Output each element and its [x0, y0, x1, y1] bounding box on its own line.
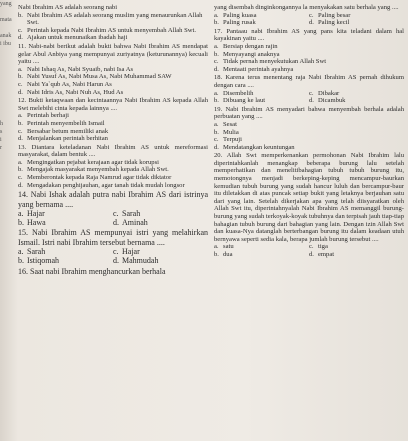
option-letter: a. — [214, 42, 219, 50]
option-letter: c. — [113, 247, 119, 257]
question-stem: 19. Nabi Ibrahim AS menyadari bahwa menyembah berhala adalah perbuatan yang .... — [214, 105, 404, 121]
edge-fragment: h — [0, 121, 3, 127]
option-letter: d. — [309, 19, 314, 27]
option-letter: c. — [18, 127, 23, 135]
answer-option — [214, 58, 404, 66]
question-stem: 11. Nabi-nabi berikut adalah bukti bahwa Nabi Ibrahim AS mendapat gelar Abul Anbiya yang mempunyai zuriyatnya (keturunannya) kecuali yaitu .... — [18, 42, 208, 66]
answer-option — [18, 120, 208, 128]
option-letter: c. — [18, 26, 23, 34]
edge-fragment: anak — [0, 33, 12, 39]
answer-options-grid — [18, 209, 208, 228]
option-letter: b. — [18, 119, 23, 127]
option-letter: d. — [309, 97, 314, 105]
question-stem: 16. Saat nabi Ibrahim menghancurkan berhala — [18, 266, 166, 276]
question-stem: 17. Pantaau nabi Ibrahim AS yang pans kita teladani dalam hal kayakinan yaitu .... — [214, 27, 404, 43]
answer-option — [214, 12, 309, 20]
option-letter: a. — [214, 11, 219, 19]
option-letter: b. — [214, 251, 219, 258]
option-text: Disembelih — [223, 89, 254, 97]
answer-option — [113, 256, 208, 265]
edge-fragment — [0, 24, 16, 32]
answer-option — [214, 97, 309, 105]
page-edge-fragments — [0, 0, 16, 441]
option-text: Nabi Yusuf As, Nabi Musa As, Nabi Muhammad SAW — [27, 73, 172, 81]
answer-options-grid — [214, 12, 404, 27]
option-letter: d. — [113, 256, 119, 266]
option-text: Nabi Idris As, Nabi Nuh As, Hud As — [27, 88, 124, 96]
option-text: Hajar — [27, 208, 45, 218]
option-text: Istiqomah — [27, 256, 59, 266]
answer-option — [214, 121, 404, 129]
edge-fragment: yang — [0, 1, 12, 7]
edge-fragment — [0, 56, 16, 64]
edge-fragment — [0, 64, 16, 72]
answer-options-grid — [214, 90, 404, 105]
edge-fragment: i ibu — [0, 41, 11, 47]
answer-option — [309, 243, 404, 251]
edge-fragment — [0, 112, 16, 120]
question-item — [18, 228, 208, 265]
option-text: Nabi Ya`qub As, Nabi Harun As — [27, 80, 112, 88]
option-text: Tidak pernah menyekutukan Allah Swt — [223, 58, 327, 66]
answer-option — [18, 135, 208, 143]
option-letter: d. — [18, 88, 23, 96]
option-text: Memberontak kepada Raja Namrud agar tidak diktator — [27, 174, 172, 182]
option-text: Paling besar — [318, 11, 351, 19]
option-text: Terpuji — [223, 136, 242, 144]
question-item — [18, 267, 208, 276]
answer-option — [18, 218, 113, 227]
answer-options-grid — [18, 247, 208, 266]
option-letter: b. — [18, 166, 23, 174]
question-stem: 13. Diantara keteladanan Nabi Ibrahim AS untuk mereformasi masyarakat, dalam bentuk .... — [18, 143, 208, 159]
option-text: Mengadakan penghijauhan, agar tanah tidak mudah longsor — [27, 181, 185, 189]
option-letter: d. — [214, 65, 219, 73]
edge-fragment: mata — [0, 17, 12, 23]
option-text: Ajakan untuk menunaikan ibadah haji — [27, 34, 128, 42]
option-letter: c. — [113, 208, 119, 218]
answer-option — [18, 174, 208, 182]
answer-option — [214, 144, 404, 152]
option-letter: c. — [18, 174, 23, 182]
option-text: Dicambuk — [318, 97, 346, 105]
answer-option — [18, 159, 208, 167]
answer-option — [214, 19, 309, 27]
option-letter: d. — [309, 251, 314, 258]
answer-option — [18, 66, 208, 74]
question-item — [18, 190, 208, 227]
option-text: Mulia — [223, 128, 239, 136]
question-stem: 12. Bukti ketaqwaan dan kecintaannya Nabi Ibrahim AS kepada Allah Swt melebihi cinta kepada lainnya .... — [18, 97, 208, 112]
option-text: Aminah — [122, 218, 148, 228]
question-item — [18, 97, 208, 143]
option-text: empat — [318, 251, 335, 258]
question-group — [18, 4, 208, 189]
option-letter: c. — [309, 11, 314, 19]
option-text: Nabi Ishaq As, Nabi Syuaib, nabi Isa As — [27, 65, 134, 73]
answer-option — [18, 128, 208, 136]
option-text: Hawa — [27, 218, 46, 228]
option-letter: a. — [18, 112, 23, 120]
option-text: Perintah menyembelih Ismail — [27, 119, 105, 127]
option-letter: a. — [18, 208, 24, 218]
option-letter: b. — [18, 218, 24, 228]
option-letter: b. — [214, 97, 219, 105]
answer-option — [113, 209, 208, 218]
answer-option — [18, 256, 113, 265]
answer-option — [214, 251, 309, 259]
option-letter: b. — [18, 11, 23, 19]
answer-option — [309, 90, 404, 98]
option-text: Dibakar — [318, 89, 340, 97]
option-letter: c. — [214, 58, 219, 66]
option-letter: d. — [18, 181, 23, 189]
answer-option — [18, 27, 208, 35]
option-text: Hajar — [122, 247, 140, 257]
question-stem: yang disembah dinginkongannya la menyakakan satu berhala yang .... — [214, 4, 399, 11]
question-item — [18, 144, 208, 190]
option-text: Bersiap dengan rajin — [223, 42, 278, 50]
edge-fragment — [0, 80, 16, 88]
left-column — [18, 4, 208, 277]
option-text: Mahmudah — [122, 256, 159, 266]
option-text: Bersabar betum memiliki anak — [27, 127, 109, 135]
edge-fragment — [0, 96, 16, 104]
question-stem: Nabi Ibrahim AS adalah seorang nabi — [18, 4, 118, 11]
answer-option — [214, 51, 404, 59]
answer-option — [18, 34, 208, 42]
option-text: Sarah — [122, 208, 141, 218]
answer-option — [309, 251, 404, 259]
answer-option — [309, 97, 404, 105]
option-letter: a. — [214, 89, 219, 97]
option-text: Mengingatkan pejabat kerajaan agar tidak korupsi — [27, 158, 160, 166]
question-item — [214, 28, 404, 74]
question-item — [18, 43, 208, 96]
edge-fragment — [0, 88, 16, 96]
answer-option — [18, 166, 208, 174]
question-stem: 14. Nabi Ishak adalah putra nabi Ibrahim AS dari istrinya yang bernama .... — [18, 190, 208, 209]
answer-options-grid — [214, 243, 404, 258]
option-text: Perintah berhaji — [27, 112, 69, 120]
option-letter: a. — [214, 120, 219, 128]
question-item — [214, 74, 404, 104]
option-letter: b. — [18, 256, 24, 266]
answer-option — [18, 247, 113, 256]
option-letter: b. — [214, 19, 219, 27]
edge-fragment: i — [0, 137, 2, 143]
option-text: Paling kuasa — [223, 11, 257, 19]
answer-option — [214, 66, 404, 74]
option-letter: c. — [18, 80, 23, 88]
edge-fragment — [0, 72, 16, 80]
answer-option — [18, 112, 208, 120]
option-letter: c. — [309, 89, 314, 97]
option-text: dua — [223, 251, 233, 258]
question-item — [214, 4, 404, 27]
question-stem: 20. Allah Swt memperkenankan permohonan Nabi Ibrahim lalu diperintahkanlah menangkap beberapa burung lalu setelah memperhatikan dan menelitibahagian tubuh tubuh burung itu, memotongnya menjadi berkeping-keping mencampur-baurkan kemudian tubuh burung yang sudah hancur luluh dan bercampur-baur itu diletakkan di atas puncak setiap bukit yang letaknya berjauhan satu dari yang lain. Setelah dikerjakan apa yang telah diisyaratkan oleh Allah Swt itu, diperintahnyalah Nabi Ibrahim AS memanggil burung-burung yang sudah terkoyak-koyak tubuhnya dan terpisah jauh tiap-tiap bahagian tubuh burung dari bahagian yang lain. Dengan izin Allah Swt dan kuasa-Nya datanglah berterbangan burung itu dalam keadaan utuh bernyawa seperti sedia kala, berapa jumlah burung tersebut .... — [214, 152, 404, 243]
option-text: tiga — [318, 243, 328, 251]
answer-option — [113, 218, 208, 227]
option-text: Dibuang ke laut — [223, 97, 266, 105]
option-text: Menjalankan perintah berhitan — [27, 135, 108, 143]
answer-option — [18, 89, 208, 97]
answer-option — [309, 12, 404, 20]
answer-option — [214, 90, 309, 98]
edge-fragment — [0, 104, 16, 112]
option-letter: b. — [18, 73, 23, 81]
answer-option — [113, 247, 208, 256]
option-letter: a. — [214, 243, 219, 251]
answer-option — [214, 136, 404, 144]
option-text: Menyayangi anaknya — [223, 50, 280, 58]
edge-fragment: r — [0, 145, 2, 151]
option-letter: d. — [18, 135, 23, 143]
edge-fragment — [0, 48, 16, 56]
question-stem: 18. Karena terus menentang raja Nabi Ibrahim AS pernah dihukum dengan cara .... — [214, 74, 404, 89]
question-item — [214, 106, 404, 152]
option-text: Sesat — [223, 120, 237, 128]
option-letter: c. — [309, 243, 314, 251]
answer-option — [18, 73, 208, 81]
option-letter: b. — [214, 50, 219, 58]
question-item — [18, 4, 208, 42]
answer-option — [18, 209, 113, 218]
option-text: Paling kecil — [318, 19, 350, 27]
edge-fragment — [0, 8, 16, 16]
answer-option — [18, 12, 208, 27]
edge-fragment: s — [0, 129, 3, 135]
question-stem: 15. Nabi Ibrahim AS mempunyai istri yang melahirkan Ismail. Istri nabi Ibrahim tersebut bernama .... — [18, 228, 208, 247]
answer-option — [309, 19, 404, 27]
option-letter: d. — [214, 143, 219, 151]
option-letter: d. — [113, 218, 119, 228]
answer-option — [18, 182, 208, 190]
answer-option — [18, 81, 208, 89]
question-group — [214, 4, 404, 259]
option-text: Sarah — [27, 247, 46, 257]
option-text: Perintah kepada Nabi Ibrahim AS untuk menyembah Allah Swt. — [27, 26, 197, 34]
question-group — [18, 190, 208, 276]
option-letter: c. — [214, 136, 219, 144]
option-letter: d. — [18, 34, 23, 42]
option-text: Mentaati perintah ayahnya — [223, 65, 294, 73]
option-text: satu — [223, 243, 234, 251]
right-column — [214, 4, 404, 260]
option-letter: a. — [18, 65, 23, 73]
option-text: Nabi Ibrahim AS adalah seorang muslim yang menaurunkan Allah Swt. — [27, 11, 203, 27]
question-item — [214, 152, 404, 258]
option-text: Mendatangkan keuntungan — [223, 143, 295, 151]
option-letter: a. — [18, 158, 23, 166]
answer-option — [214, 243, 309, 251]
answer-option — [214, 43, 404, 51]
option-text: Mengajak masyarakat menyembah kepada Allah Swt. — [27, 166, 169, 174]
option-text: Paling rusak — [223, 19, 256, 27]
option-letter: a. — [18, 247, 24, 257]
answer-option — [214, 129, 404, 137]
option-letter: b. — [214, 128, 219, 136]
